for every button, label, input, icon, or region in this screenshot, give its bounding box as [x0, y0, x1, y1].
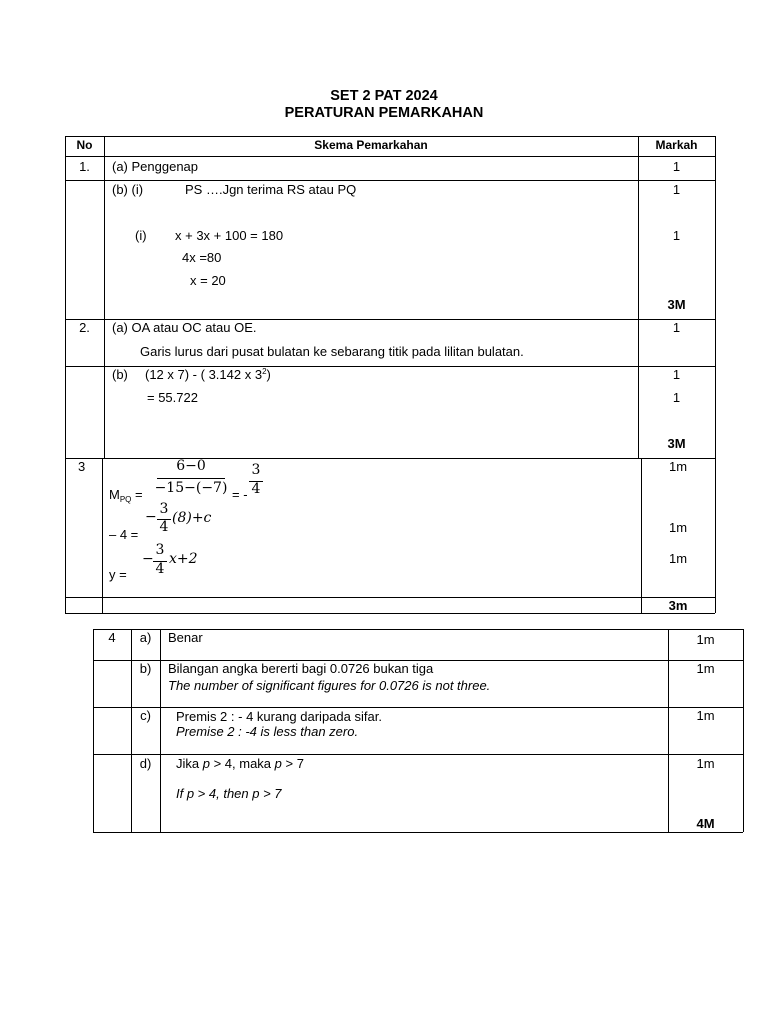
q1-equation-1: x + 3x + 100 = 180: [175, 228, 284, 243]
col-header-scheme: Skema Pemarkahan: [314, 138, 428, 152]
q2b-mark: 1: [672, 367, 681, 382]
q2a-mark: 1: [672, 320, 681, 335]
q4c-label: c): [140, 708, 151, 723]
q2-number: 2.: [79, 320, 90, 335]
q1a-answer: (a) Penggenap: [112, 159, 199, 174]
q3-mark-3: 1m: [668, 551, 688, 566]
q3-line3-denominator: 4: [155, 561, 165, 577]
col-header-no: No: [76, 138, 93, 152]
q2a-answer: (a) OA atau OC atau OE.: [112, 320, 257, 335]
q1-equation-2: 4x =80: [182, 250, 222, 265]
q3-gradient-denominator: 4: [251, 481, 261, 497]
q1-equation-3: x = 20: [190, 273, 226, 288]
q3-line3-minus: −: [142, 551, 154, 567]
q3-fraction-denominator: −15−(−7): [154, 480, 228, 496]
q1b-answer: PS ….Jgn terima RS atau PQ: [185, 182, 357, 197]
q1-total: 3M: [667, 297, 686, 312]
q3-fraction-numerator: 6−0: [176, 458, 206, 474]
q3-line2-minus: −: [145, 509, 157, 525]
q3-line2-rest: (8)+c: [172, 510, 212, 526]
q3-line3-numerator: 3: [155, 542, 165, 558]
q3-number: 3: [78, 459, 86, 474]
q3-line2-numerator: 3: [159, 501, 169, 517]
col-header-marks: Markah: [655, 138, 698, 152]
q3-gradient-numerator: 3: [251, 462, 261, 478]
page-title: SET 2 PAT 2024: [330, 88, 438, 104]
q2b-result-mark: 1: [672, 390, 681, 405]
q3-mark-2: 1m: [668, 520, 688, 535]
q4d-answer: Jika p > 4, maka p > 7: [176, 756, 304, 771]
q3-line2-denominator: 4: [159, 519, 169, 535]
q3-line3-lhs: y =: [109, 567, 127, 582]
q3-total: 3m: [668, 598, 688, 613]
q4c-mark: 1m: [696, 708, 715, 723]
q4-total: 4M: [696, 816, 715, 831]
q4a-mark: 1m: [696, 632, 715, 647]
q1a-mark: 1: [672, 159, 681, 174]
q1-equation-mark: 1: [672, 228, 681, 243]
q4d-label: d): [139, 756, 152, 771]
q1-number: 1.: [79, 159, 90, 174]
q4c-answer-english: Premise 2 : -4 is less than zero.: [176, 724, 359, 739]
q3-gradient-label: $M_{PQ}$ =: [109, 487, 143, 504]
q4b-label: b): [139, 661, 152, 676]
q2b-result: = 55.722: [147, 390, 198, 405]
q3-line2-lhs: – 4 =: [109, 527, 139, 542]
q3-fraction-bar: [157, 478, 225, 479]
q4c-answer: Premis 2 : - 4 kurang daripada sifar.: [176, 709, 382, 724]
q2b-label: (b): [112, 367, 128, 382]
q4b-answer-english: The number of significant figures for 0.0726 is not three.: [168, 678, 491, 693]
q4b-answer: Bilangan angka bererti bagi 0.0726 bukan tiga: [168, 661, 434, 676]
q3-mark-1: 1m: [668, 459, 688, 474]
q4b-mark: 1m: [696, 661, 715, 676]
q2-total: 3M: [667, 436, 686, 451]
q4d-answer-english: If p > 4, then p > 7: [176, 786, 282, 801]
q2b-expression: (12 x 7) - ( 3.142 x $3^2$): [145, 367, 271, 382]
q3-equals-negative: = -: [232, 487, 248, 502]
q4a-answer: Benar: [168, 630, 203, 645]
q4a-label: a): [139, 630, 152, 645]
q2a-reason: Garis lurus dari pusat bulatan ke sebarang titik pada lilitan bulatan.: [140, 344, 524, 359]
q1b-mark: 1: [672, 182, 681, 197]
q4d-mark: 1m: [696, 756, 715, 771]
q4-number: 4: [108, 630, 116, 645]
q1bi-label: (i): [135, 228, 147, 243]
q3-line3-rest: x+2: [169, 551, 198, 567]
page-subtitle: PERATURAN PEMARKAHAN: [284, 105, 484, 121]
q1b-label: (b) (i): [112, 182, 144, 197]
